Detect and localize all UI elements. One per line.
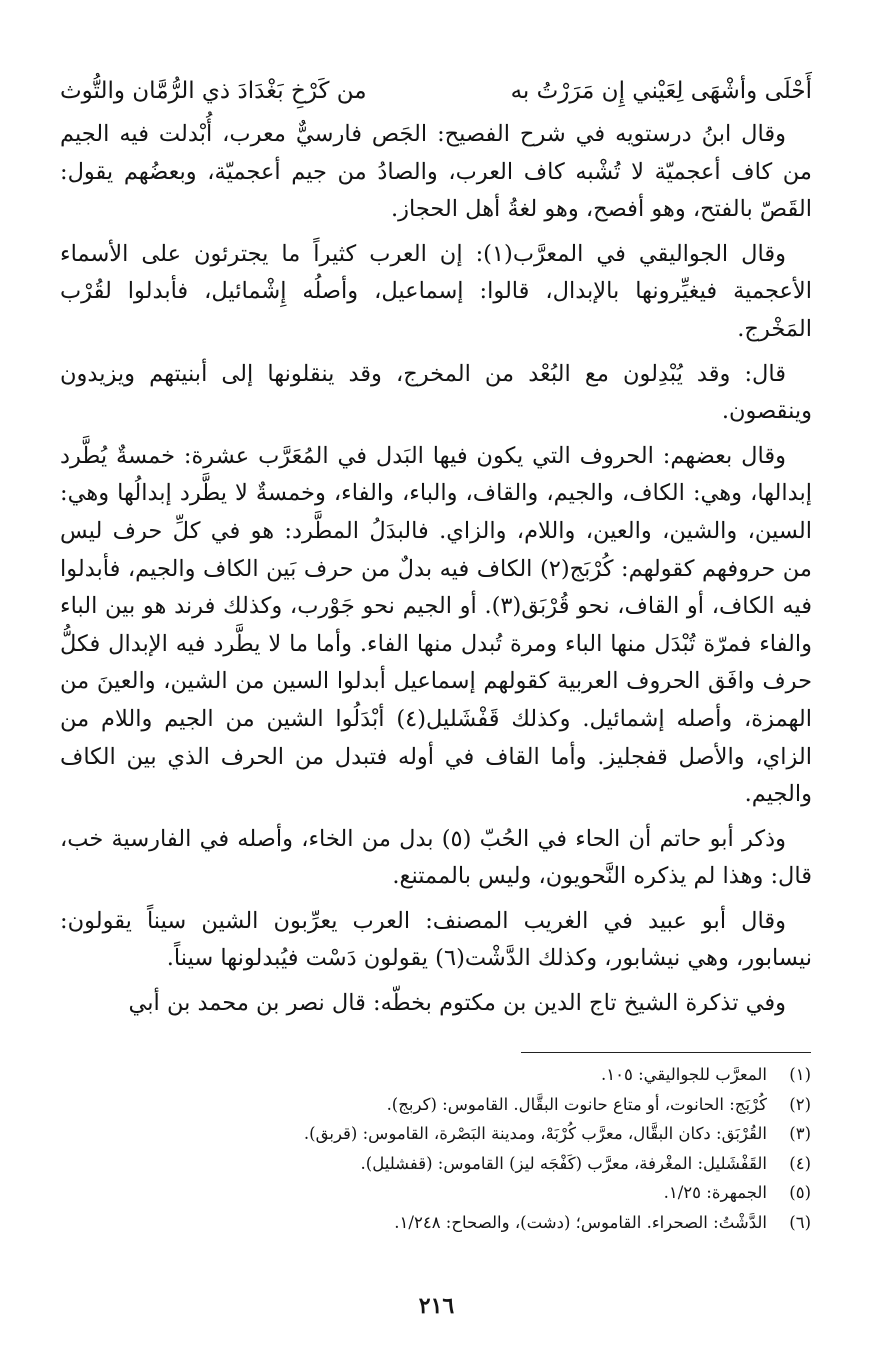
main-text	[60, 116, 812, 1030]
footnote-text: المعرَّب للجواليقي: ١٠٥.	[601, 1065, 767, 1084]
verse-first-hemistich: أَحْلَى وأشْهَى لِعَيْني إِن مَرَرْتُ به	[510, 78, 812, 104]
paragraph-abu-ubayd: وقال أبو عبيد في الغريب المصنف: العرب يعرِّبون الشين سيناً يقولون: نيسابور، وهي نيشابور، وكذلك الدَّشْت(٦) يقولون دَسْت فيُبدلونها سيناً.	[60, 907, 812, 972]
footnote-text: الجمهرة: ١/٢٥.	[663, 1183, 767, 1202]
footnote-2	[61, 1090, 811, 1120]
footnote-number: (٥)	[789, 1183, 811, 1202]
paragraph-ibn-durustawayh: وقال ابنُ درستويه في شرح الفصيح: الجَص فارسيٌّ معرب، أُبْدلت فيه الجيم من كاف أعجميّة لا تُشْبه كاف العرب، والصادُ من جيم أعجميّة، وبعضُهم يقول: القَصّ بالفتح، وهو أفصح، وهو لغةُ أهل الحجاز.	[60, 121, 812, 223]
poetry-verse	[60, 74, 812, 116]
footnote-text: الدَّشْتُ: الصحراء. القاموس؛ (دشت)، والصحاح: ١/٢٤٨.	[394, 1212, 767, 1232]
footnote-number: (٤)	[789, 1153, 811, 1173]
footnote-text: القُرْبَق: دكان البقَّال، معرَّب كُرْبَهْ، ومدينة البَصْرة، القاموس: (قربق).	[303, 1124, 767, 1143]
footnote-6	[61, 1208, 811, 1238]
paragraph-letters: وقال بعضهم: الحروف التي يكون فيها البَدل في المُعَرَّب عشرة: خمسةٌ يُطَّرد إبدالها، وهي: الكاف، والجيم، والقاف، والباء، والفاء، وخمسةٌ لا يطَّرد إبدالُها وهي: السين، والشين، والعين، واللام، والزاي. فالبدَلُ المطَّرد: هو في كلِّ حرف ليس من حروفهم كقولهم: كُرْبَج(٢) الكاف فيه بدلٌ من حرف بَين الكاف والجيم، فأبدلوا فيه الكاف، أو القاف، نحو قُرْبَق(٣). أو الجيم نحو جَوْرب، وكذلك فرند هو بين الباء والفاء فمرّة تُبْدَل منها الباء ومرة تُبدل منها الفاء. وأما ما لا يطَّرد فيه الإبدال فكلُّ حرف وافَق الحروف العربية كقولهم إسماعيل أبدلوا السين من الشين، والعينَ من الهمزة، وأصله إشمائيل. وكذلك قَفْشَليل(٤) أبْدَلُوا الشين من الجيم واللام من الزاي، والأصل قفجليز. وأما القاف في أوله فتبدل من الحرف الذي بين الكاف والجيم.	[60, 442, 812, 808]
paragraph-tadhkira: وفي تذكرة الشيخ تاج الدين بن مكتوم بخطّه: قال نصر بن محمد بن أبي	[128, 990, 786, 1017]
footnote-number: (٣)	[789, 1124, 811, 1143]
footnote-text: كُرْبَج: الحانوت، أو متاع حانوت البقَّال. القاموس: (كربج).	[386, 1094, 767, 1114]
footnote-1	[61, 1060, 811, 1090]
page-number: ٢١٦	[418, 1293, 455, 1319]
verse-second-hemistich: من كَرْخِ بَغْدَادَ ذي الرُّمَّان والتُّوث	[60, 78, 367, 104]
footnote-number: (٦)	[789, 1212, 811, 1232]
footnote-separator	[521, 1052, 811, 1053]
paragraph-jawaliqi: وقال الجواليقي في المعرَّب(١): إن العرب كثيراً ما يجترئون على الأسماء الأعجمية فيغيِّرونها بالإبدال، قالوا: إسماعيل، وأصلُه إِشْمائيل، فأبدلوا لقُرْب المَخْرج.	[60, 240, 812, 342]
footnote-5	[61, 1178, 811, 1208]
paragraph-abu-hatim: وذكر أبو حاتم أن الحاء في الحُبّ (٥) بدل من الخاء، وأصله في الفارسية خب، قال: وهذا لم يذكره النَّحويون، وليس بالممتنع.	[60, 825, 812, 890]
footnote-4	[61, 1149, 811, 1179]
footnote-number: (١)	[789, 1065, 811, 1084]
footnote-3	[61, 1119, 811, 1149]
footnote-text: القَفْشَليل: المغْرفة، معرَّب (كَفْجَه ليز) القاموس: (قفشليل).	[360, 1153, 767, 1173]
paragraph-distance: قال: وقد يُبْدِلون مع البُعْد من المخرج، وقد ينقلونها إلى أبنيتهم ويزيدون وينقصون.	[60, 360, 812, 425]
footnote-number: (٢)	[789, 1094, 811, 1114]
footnotes	[61, 1060, 811, 1237]
